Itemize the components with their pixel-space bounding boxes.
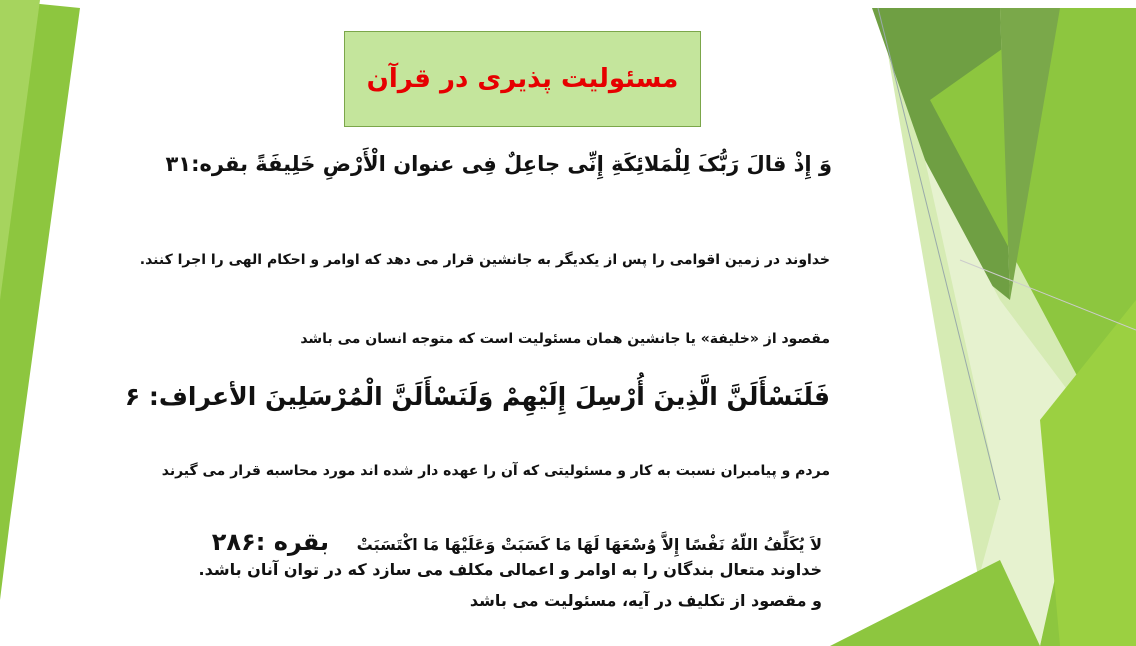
verse-araf-6: فَلَنَسْأَلَنَّ الَّذِینَ أُرْسِلَ إِلَیْهِمْ وَلَنَسْأَلَنَّ الْمُرْسَلِینَ الأعراف: ۶: [124, 382, 830, 411]
verse-baqarah-286: [212, 528, 822, 556]
paragraph-prophets-accountability: مردم و پیامبران نسبت به کار و مسئولیتی که آن را عهده دار شده اند مورد محاسبه قرار می گیرند: [161, 463, 830, 479]
verse-baqarah-31: وَ إِذْ قالَ رَبُّکَ لِلْمَلائِکَةِ إِنِّی جاعِلٌ فِی عنوان الْأَرْضِ خَلِیفَةً بقره:۳۱: [165, 152, 832, 176]
paragraph-capacity: خداوند متعال بندگان را به اوامر و اعمالی مکلف می سازد که در توان آنان باشد.: [198, 560, 822, 579]
paragraph-khalifa-meaning: خداوند در زمین اقوامی را پس از یکدیگر به جانشین قرار می دهد که اوامر و احکام الهی را اجرا کنند.: [139, 252, 830, 268]
paragraph-khalifa-responsibility: مقصود از «خلیفة» یا جانشین همان مسئولیت است که متوجه انسان می باشد: [300, 331, 830, 347]
slide-title: مسئولیت پذیری در قرآن: [366, 64, 679, 94]
verse-baqarah-286-text: لاَ يُكَلِّفُ اللّهُ نَفْسًا إِلاَّ وُسْعَهَا لَهَا مَا كَسَبَتْ وَعَلَيْهَا مَا اكْتَسَبَتْ: [356, 535, 822, 554]
title-box: [344, 31, 701, 127]
paragraph-taklif-responsibility: و مقصود از تکلیف در آیه، مسئولیت می باشد: [469, 591, 822, 610]
verse-baqarah-286-reference: بقره :۲۸۶: [211, 528, 330, 556]
